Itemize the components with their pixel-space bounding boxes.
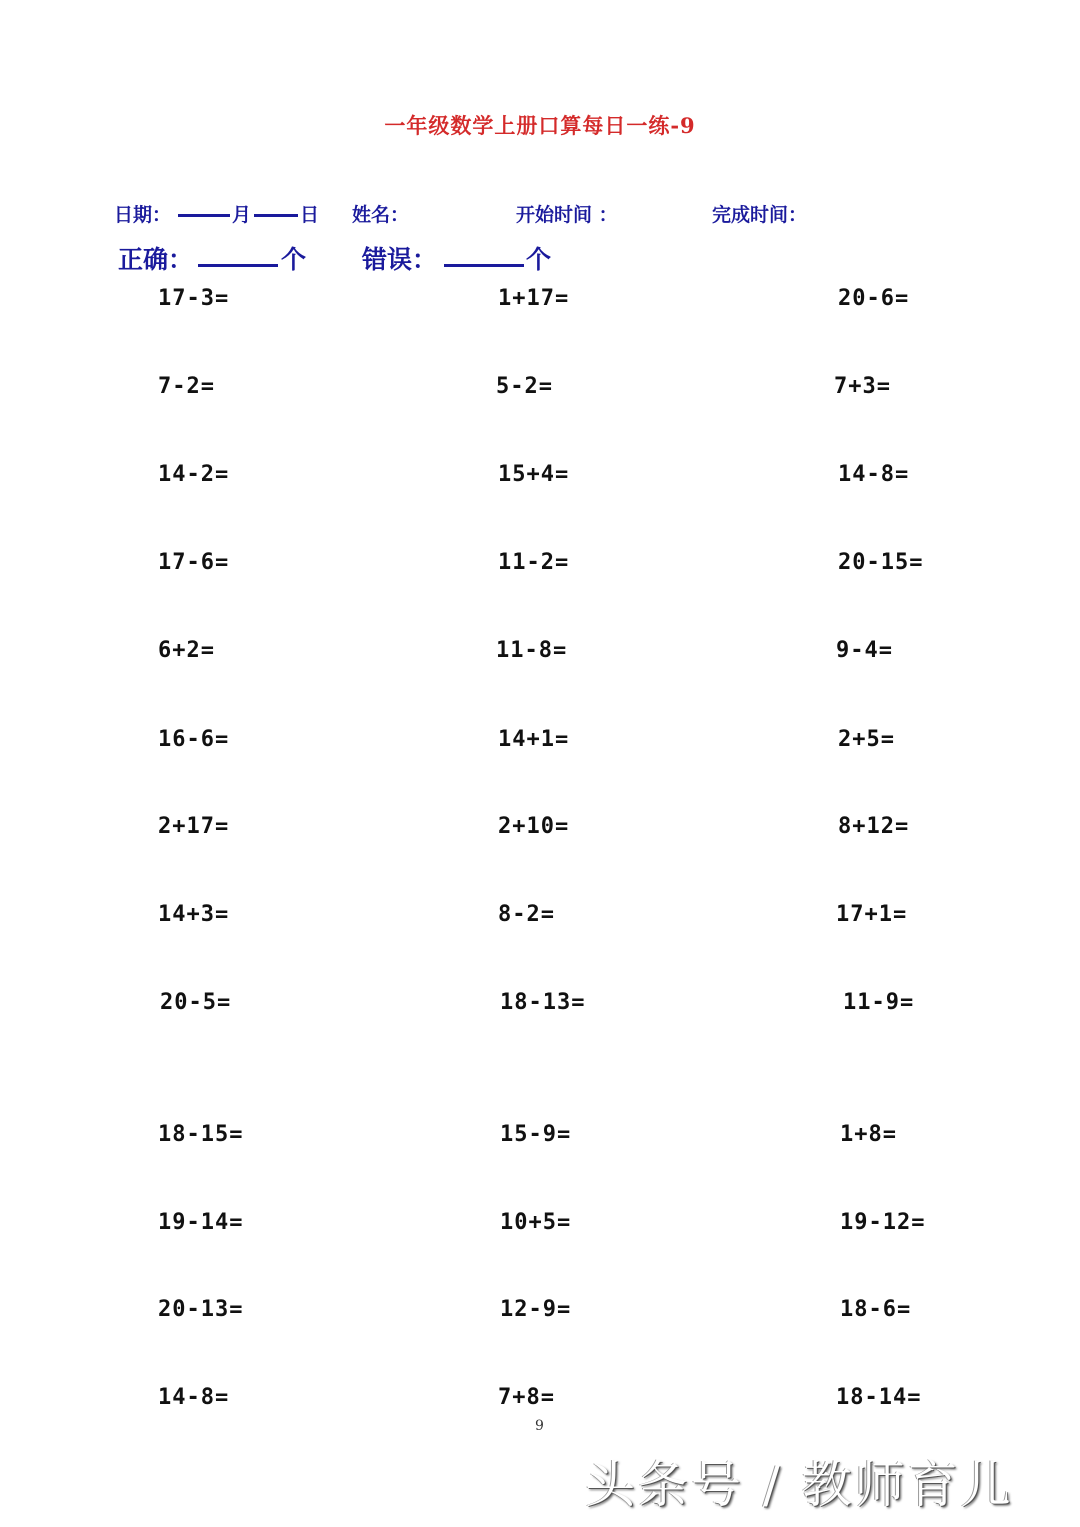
problem: 12-9= bbox=[500, 1297, 572, 1322]
problem: 9-4= bbox=[836, 638, 893, 663]
problem: 11-2= bbox=[498, 550, 570, 575]
problem: 11-9= bbox=[843, 990, 915, 1015]
problem: 15+4= bbox=[498, 462, 570, 487]
page-number: 9 bbox=[535, 1418, 544, 1434]
wrong-blank[interactable] bbox=[444, 244, 524, 273]
problem: 1+17= bbox=[498, 286, 570, 311]
problem: 15-9= bbox=[500, 1122, 572, 1147]
problem: 2+10= bbox=[498, 814, 570, 839]
problem: 17-6= bbox=[158, 550, 230, 575]
problem: 2+5= bbox=[838, 727, 895, 752]
problem: 19-12= bbox=[840, 1210, 926, 1235]
problem: 14+3= bbox=[158, 902, 230, 927]
watermark-text: 头条号 / 教师育儿 bbox=[585, 1456, 1014, 1514]
name-label: 姓名： bbox=[352, 204, 410, 226]
problem: 17+1= bbox=[836, 902, 908, 927]
problem: 14-2= bbox=[158, 462, 230, 487]
problem: 7-2= bbox=[158, 374, 215, 399]
problem: 8+12= bbox=[838, 814, 910, 839]
problem: 20-15= bbox=[838, 550, 924, 575]
problem: 16-6= bbox=[158, 727, 230, 752]
problem: 7+8= bbox=[498, 1385, 555, 1410]
problem: 20-5= bbox=[160, 990, 232, 1015]
correct-label: 正确： bbox=[118, 245, 194, 274]
problem: 7+3= bbox=[834, 374, 891, 399]
problem: 20-6= bbox=[838, 286, 910, 311]
wrong-label: 错误： bbox=[362, 245, 438, 274]
month-blank[interactable] bbox=[178, 200, 230, 222]
problem: 2+17= bbox=[158, 814, 230, 839]
problem: 1+8= bbox=[840, 1122, 897, 1147]
day-blank[interactable] bbox=[254, 200, 298, 222]
problem: 6+2= bbox=[158, 638, 215, 663]
worksheet-title: 一年级数学上册口算每日一练-9 bbox=[384, 113, 696, 138]
problem: 18-15= bbox=[158, 1122, 244, 1147]
problem: 20-13= bbox=[158, 1297, 244, 1322]
finish-time-label: 完成时间： bbox=[712, 204, 808, 226]
problem: 11-8= bbox=[496, 638, 568, 663]
problem: 18-6= bbox=[840, 1297, 912, 1322]
problem: 8-2= bbox=[498, 902, 555, 927]
problem: 5-2= bbox=[496, 374, 553, 399]
correct-blank[interactable] bbox=[198, 244, 278, 273]
problem: 17-3= bbox=[158, 286, 230, 311]
problem: 14-8= bbox=[158, 1385, 230, 1410]
problem: 18-13= bbox=[500, 990, 586, 1015]
problem: 18-14= bbox=[836, 1385, 922, 1410]
problem: 19-14= bbox=[158, 1210, 244, 1235]
problem: 14-8= bbox=[838, 462, 910, 487]
problem: 14+1= bbox=[498, 727, 570, 752]
problem: 10+5= bbox=[500, 1210, 572, 1235]
month-label: 月 bbox=[232, 204, 252, 226]
date-label: 日期： bbox=[114, 204, 172, 226]
wrong-unit: 个 bbox=[526, 245, 552, 274]
correct-unit: 个 bbox=[281, 245, 307, 274]
day-label: 日 bbox=[300, 204, 320, 226]
start-time-label: 开始时间 ： bbox=[516, 204, 618, 226]
